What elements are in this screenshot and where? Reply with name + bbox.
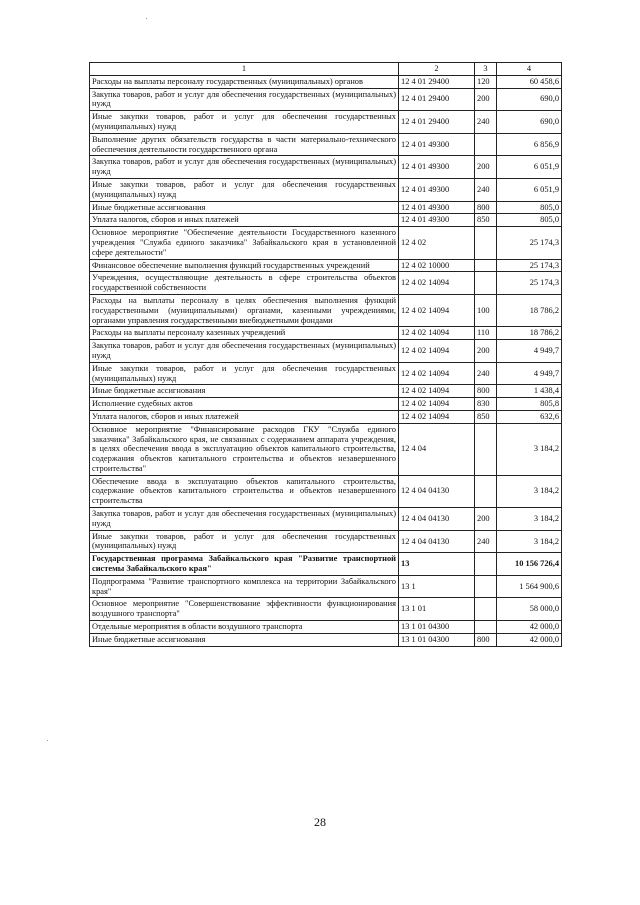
- row-code-cell: 12 4 02 14094: [399, 327, 475, 340]
- row-name-cell: Подпрограмма "Развитие транспортного комплекса на территории Забайкальского края": [90, 575, 399, 598]
- row-name-cell: Иные закупки товаров, работ и услуг для обеспечения государственных (муниципальных) нужд: [90, 530, 399, 553]
- row-name-cell: Выполнение других обязательств государства в части материально-технического обеспечения деятельности государственного органа: [90, 133, 399, 156]
- row-code-cell: 12 4 02 14094: [399, 340, 475, 363]
- row-sum-cell: 4 949,7: [497, 362, 562, 385]
- table-row: [90, 598, 562, 621]
- row-sum-cell: 25 174,3: [497, 272, 562, 295]
- table-row: [90, 475, 562, 507]
- row-name-cell: Закупка товаров, работ и услуг для обеспечения государственных (муниципальных) нужд: [90, 508, 399, 531]
- row-code-cell: 12 4 01 49300: [399, 133, 475, 156]
- row-sum-cell: 60 458,6: [497, 75, 562, 88]
- row-name-cell: Иные закупки товаров, работ и услуг для обеспечения государственных (муниципальных) нужд: [90, 362, 399, 385]
- row-code-cell: 12 4 02: [399, 227, 475, 259]
- row-type-cell: 800: [475, 385, 497, 398]
- row-name-cell: Основное мероприятие "Финансирование расходов ГКУ "Служба единого заказчика" Забайкальского края, не связанных с содержанием аппарата учреждения, в целях обеспечения ввода в эксплуатацию объектов капитального строительства, содержания объектов капитального строительства и объектов незавершенного строительства": [90, 423, 399, 475]
- row-code-cell: 12 4 02 10000: [399, 259, 475, 272]
- row-code-cell: 12 4 02 14094: [399, 385, 475, 398]
- row-code-cell: 12 4 02 14094: [399, 272, 475, 295]
- table-row: [90, 362, 562, 385]
- row-code-cell: 12 4 01 29400: [399, 111, 475, 134]
- row-code-cell: 12 4 02 14094: [399, 294, 475, 326]
- row-sum-cell: 6 051,9: [497, 178, 562, 201]
- table-row: [90, 294, 562, 326]
- row-type-cell: 800: [475, 201, 497, 214]
- row-sum-cell: 6 856,9: [497, 133, 562, 156]
- row-sum-cell: 632,6: [497, 410, 562, 423]
- row-sum-cell: 1 438,4: [497, 385, 562, 398]
- row-sum-cell: 1 564 900,6: [497, 575, 562, 598]
- row-type-cell: [475, 598, 497, 621]
- row-code-cell: 12 4 01 29400: [399, 88, 475, 111]
- table-row: [90, 398, 562, 411]
- row-type-cell: [475, 133, 497, 156]
- row-name-cell: Исполнение судебных актов: [90, 398, 399, 411]
- table-row: [90, 385, 562, 398]
- scan-speck: [146, 18, 147, 19]
- row-name-cell: Иные бюджетные ассигнования: [90, 385, 399, 398]
- row-type-cell: 800: [475, 633, 497, 646]
- row-name-cell: Обеспечение ввода в эксплуатацию объектов капитального строительства, содержание объектов капитального строительства и объектов незавершенного строительства: [90, 475, 399, 507]
- row-sum-cell: 42 000,0: [497, 633, 562, 646]
- row-type-cell: [475, 575, 497, 598]
- row-type-cell: 240: [475, 362, 497, 385]
- row-sum-cell: 690,0: [497, 88, 562, 111]
- row-sum-cell: 18 786,2: [497, 327, 562, 340]
- row-type-cell: 120: [475, 75, 497, 88]
- row-code-cell: 13 1 01 04300: [399, 633, 475, 646]
- row-sum-cell: 6 051,9: [497, 156, 562, 179]
- row-type-cell: 110: [475, 327, 497, 340]
- row-type-cell: [475, 423, 497, 475]
- table-row: [90, 201, 562, 214]
- table-row: [90, 340, 562, 363]
- row-name-cell: Основное мероприятие "Обеспечение деятельности Государственного казенного учреждения "Служба единого заказчика" Забайкальского края в установленной сфере деятельности": [90, 227, 399, 259]
- row-name-cell: Иные закупки товаров, работ и услуг для обеспечения государственных (муниципальных) нужд: [90, 111, 399, 134]
- table-row: [90, 133, 562, 156]
- row-sum-cell: 805,0: [497, 201, 562, 214]
- row-sum-cell: 805,0: [497, 214, 562, 227]
- row-code-cell: 13: [399, 553, 475, 576]
- table-row: [90, 111, 562, 134]
- table-row: [90, 553, 562, 576]
- row-sum-cell: 805,8: [497, 398, 562, 411]
- row-type-cell: [475, 272, 497, 295]
- table-row: [90, 214, 562, 227]
- row-sum-cell: 3 184,2: [497, 475, 562, 507]
- row-code-cell: 12 4 02 14094: [399, 398, 475, 411]
- row-name-cell: Иные закупки товаров, работ и услуг для обеспечения государственных (муниципальных) нужд: [90, 178, 399, 201]
- row-code-cell: 13 1 01 04300: [399, 621, 475, 634]
- row-name-cell: Уплата налогов, сборов и иных платежей: [90, 214, 399, 227]
- row-code-cell: 13 1 01: [399, 598, 475, 621]
- row-name-cell: Расходы на выплаты персоналу в целях обеспечения выполнения функций государственными (муниципальными) органами, казенными учреждениями, органами управления государственными внебюджетными фондами: [90, 294, 399, 326]
- row-type-cell: [475, 553, 497, 576]
- row-name-cell: Иные бюджетные ассигнования: [90, 633, 399, 646]
- row-code-cell: 12 4 01 29400: [399, 75, 475, 88]
- page-number: 28: [314, 815, 326, 829]
- row-type-cell: 200: [475, 88, 497, 111]
- row-code-cell: 13 1: [399, 575, 475, 598]
- row-name-cell: Расходы на выплаты персоналу государственных (муниципальных) органов: [90, 75, 399, 88]
- table-header-row: [90, 63, 562, 76]
- row-sum-cell: 42 000,0: [497, 621, 562, 634]
- header-cell: 3: [475, 63, 497, 76]
- row-type-cell: 100: [475, 294, 497, 326]
- row-sum-cell: 25 174,3: [497, 227, 562, 259]
- row-type-cell: [475, 475, 497, 507]
- row-name-cell: Уплата налогов, сборов и иных платежей: [90, 410, 399, 423]
- table-row: [90, 88, 562, 111]
- table-row: [90, 178, 562, 201]
- table-row: [90, 633, 562, 646]
- row-name-cell: Отдельные мероприятия в области воздушного транспорта: [90, 621, 399, 634]
- row-sum-cell: 3 184,2: [497, 508, 562, 531]
- row-code-cell: 12 4 02 14094: [399, 362, 475, 385]
- scan-speck: [47, 740, 48, 741]
- header-cell: 2: [399, 63, 475, 76]
- row-name-cell: Закупка товаров, работ и услуг для обеспечения государственных (муниципальных) нужд: [90, 156, 399, 179]
- row-code-cell: 12 4 01 49300: [399, 156, 475, 179]
- row-code-cell: 12 4 04 04130: [399, 508, 475, 531]
- table-row: [90, 423, 562, 475]
- row-code-cell: 12 4 01 49300: [399, 178, 475, 201]
- table-row: [90, 227, 562, 259]
- budget-table: [89, 62, 562, 647]
- row-type-cell: [475, 621, 497, 634]
- row-type-cell: 830: [475, 398, 497, 411]
- row-type-cell: [475, 227, 497, 259]
- row-type-cell: 240: [475, 530, 497, 553]
- table-row: [90, 530, 562, 553]
- row-code-cell: 12 4 02 14094: [399, 410, 475, 423]
- header-cell: 1: [90, 63, 399, 76]
- table-row: [90, 75, 562, 88]
- row-sum-cell: 18 786,2: [497, 294, 562, 326]
- row-code-cell: 12 4 01 49300: [399, 214, 475, 227]
- row-type-cell: [475, 259, 497, 272]
- row-name-cell: Учреждения, осуществляющие деятельность в сфере строительства объектов государственной собственности: [90, 272, 399, 295]
- row-name-cell: Государственная программа Забайкальского края "Развитие транспортной системы Забайкальского края": [90, 553, 399, 576]
- row-name-cell: Расходы на выплаты персоналу казенных учреждений: [90, 327, 399, 340]
- row-type-cell: 850: [475, 214, 497, 227]
- row-type-cell: 200: [475, 340, 497, 363]
- row-name-cell: Закупка товаров, работ и услуг для обеспечения государственных (муниципальных) нужд: [90, 88, 399, 111]
- row-type-cell: 200: [475, 508, 497, 531]
- row-sum-cell: 4 949,7: [497, 340, 562, 363]
- row-sum-cell: 58 000,0: [497, 598, 562, 621]
- row-type-cell: 850: [475, 410, 497, 423]
- table-row: [90, 575, 562, 598]
- table-row: [90, 156, 562, 179]
- row-code-cell: 12 4 04: [399, 423, 475, 475]
- row-type-cell: 240: [475, 178, 497, 201]
- row-type-cell: 200: [475, 156, 497, 179]
- header-cell: 4: [497, 63, 562, 76]
- row-type-cell: 240: [475, 111, 497, 134]
- row-name-cell: Иные бюджетные ассигнования: [90, 201, 399, 214]
- row-sum-cell: 3 184,2: [497, 530, 562, 553]
- table-row: [90, 327, 562, 340]
- table-row: [90, 272, 562, 295]
- row-name-cell: Финансовое обеспечение выполнения функций государственных учреждений: [90, 259, 399, 272]
- row-sum-cell: 25 174,3: [497, 259, 562, 272]
- row-sum-cell: 690,0: [497, 111, 562, 134]
- row-sum-cell: 3 184,2: [497, 423, 562, 475]
- row-code-cell: 12 4 04 04130: [399, 530, 475, 553]
- row-code-cell: 12 4 04 04130: [399, 475, 475, 507]
- row-code-cell: 12 4 01 49300: [399, 201, 475, 214]
- table-row: [90, 259, 562, 272]
- row-name-cell: Основное мероприятие "Совершенствование эффективности функционирования воздушного транспорта": [90, 598, 399, 621]
- table-row: [90, 508, 562, 531]
- table-row: [90, 410, 562, 423]
- row-name-cell: Закупка товаров, работ и услуг для обеспечения государственных (муниципальных) нужд: [90, 340, 399, 363]
- row-sum-cell: 10 156 726,4: [497, 553, 562, 576]
- table-row: [90, 621, 562, 634]
